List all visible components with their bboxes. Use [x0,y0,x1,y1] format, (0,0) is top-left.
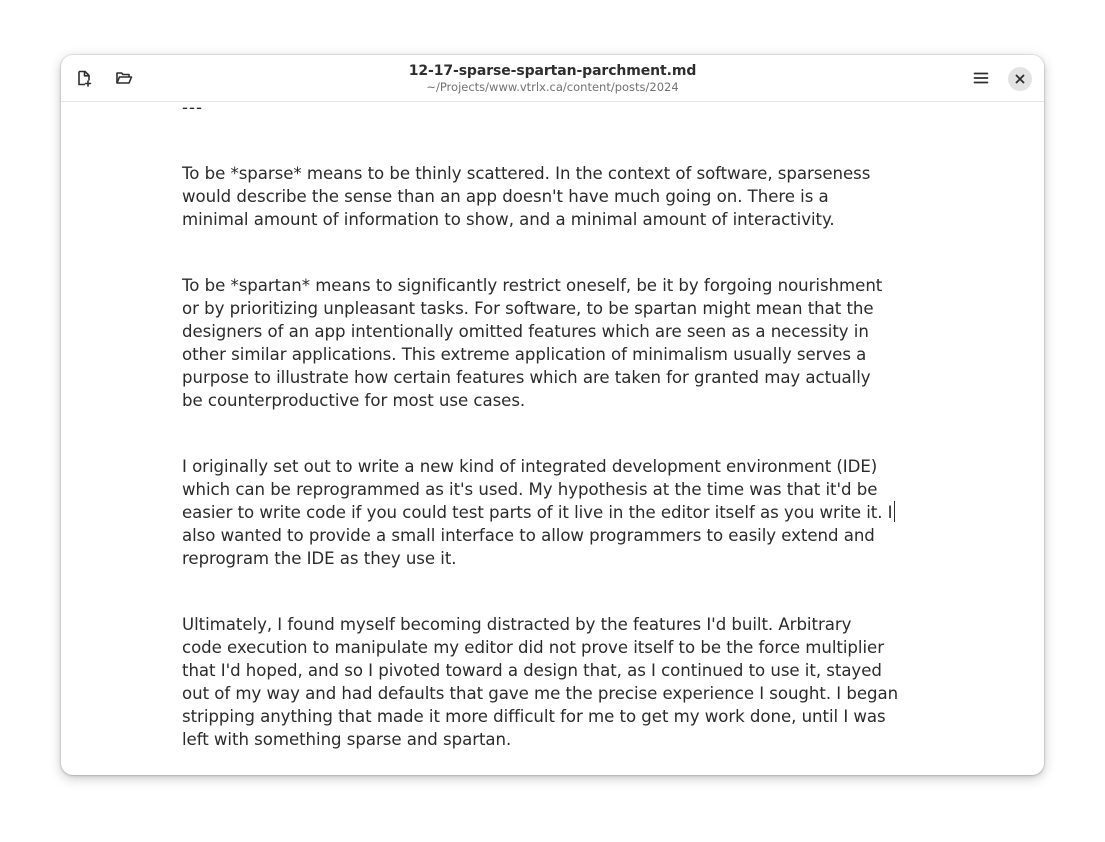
file-path: ~/Projects/www.vtrlx.ca/content/posts/2024 [426,80,679,94]
close-window-button[interactable] [1008,67,1032,91]
text-line: easier to write code if you could test parts of it live in the editor itself as you write it. I [182,503,893,522]
text-line: designers of an app intentionally omitted features which are seen as a necessity in [182,322,869,341]
editor-window [61,55,1044,775]
title-block [61,62,1044,95]
text-line: Ultimately, I found myself becoming distracted by the features I'd built. Arbitrary [182,615,852,634]
paragraph-sparse [182,162,942,231]
text-line: code execution to manipulate my editor did not prove itself to be the force multiplier [182,638,884,657]
text-line: left with something sparse and spartan. [182,730,512,749]
text-line: be counterproductive for most use cases. [182,391,526,410]
main-menu-button[interactable] [966,63,996,93]
text-line: out of my way and had defaults that gave me the precise experience I sought. I began [182,684,899,703]
window-title: 12-17-sparse-spartan-parchment.md [408,63,697,79]
new-document-icon [75,69,93,87]
header-bar [61,55,1044,102]
text-line: or by prioritizing unpleasant tasks. For software, to be spartan might mean that the [182,299,874,318]
text-line: minimal amount of information to show, and a minimal amount of interactivity. [182,210,835,229]
paragraph-ide [182,455,942,570]
text-line: purpose to illustrate how certain features which are taken for granted may actually [182,368,871,387]
text-line: that I'd hoped, and so I pivoted toward a design that, as I continued to use it, stayed [182,661,882,680]
paragraph-ultimately [182,613,942,751]
open-folder-icon [115,69,133,87]
front-matter-separator: --- [182,102,203,117]
text-line: To be *spartan* means to significantly restrict oneself, be it by forgoing nourishment [182,276,883,295]
document-content [182,102,942,751]
text-line: reprogram the IDE as they use it. [182,549,457,568]
close-icon [1015,74,1025,84]
text-line: I originally set out to write a new kind of integrated development environment (IDE) [182,457,878,476]
paragraph-spartan [182,274,942,412]
text-line: would describe the sense than an app doesn't have much going on. There is a [182,187,829,206]
hamburger-menu-icon [973,70,989,86]
text-line: To be *sparse* means to be thinly scattered. In the context of software, sparseness [182,164,871,183]
new-document-button[interactable] [69,63,99,93]
open-file-button[interactable] [109,63,139,93]
text-line: stripping anything that made it more difficult for me to get my work done, until I was [182,707,886,726]
text-line: which can be reprogrammed as it's used. My hypothesis at the time was that it'd be [182,480,878,499]
text-editor[interactable] [61,102,1044,775]
text-line: other similar applications. This extreme application of minimalism usually serves a [182,345,867,364]
text-cursor [894,501,896,522]
text-line: also wanted to provide a small interface to allow programmers to easily extend and [182,526,875,545]
